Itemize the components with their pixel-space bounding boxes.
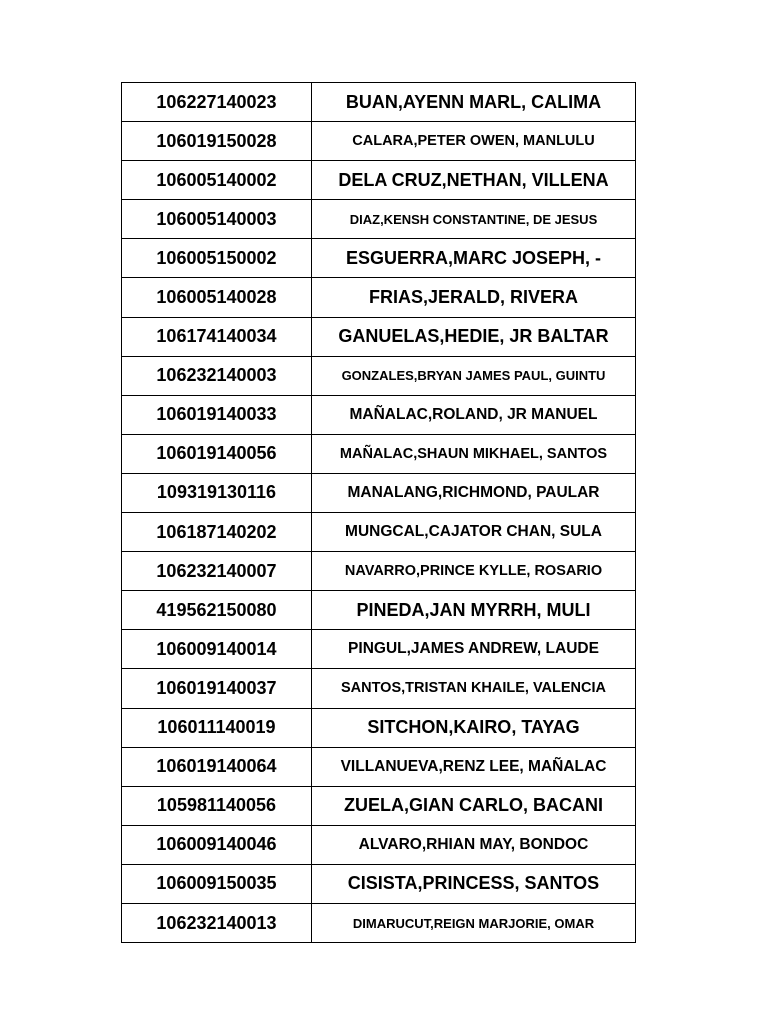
- table-row: [122, 317, 636, 356]
- table-row: [122, 513, 636, 552]
- student-name-cell: MAÑALAC,SHAUN MIKHAEL, SANTOS: [312, 434, 636, 473]
- student-id-cell: 106005140003: [122, 200, 312, 239]
- student-name-cell: ESGUERRA,MARC JOSEPH, -: [312, 239, 636, 278]
- student-id-cell: 106019140056: [122, 434, 312, 473]
- table-row: [122, 356, 636, 395]
- table-row: [122, 591, 636, 630]
- table-row: [122, 200, 636, 239]
- student-name-cell: SANTOS,TRISTAN KHAILE, VALENCIA: [312, 669, 636, 708]
- student-id-cell: 106174140034: [122, 317, 312, 356]
- table-row: [122, 473, 636, 512]
- student-name-cell: ALVARO,RHIAN MAY, BONDOC: [312, 825, 636, 864]
- table-row: [122, 395, 636, 434]
- student-id-cell: 106019140033: [122, 395, 312, 434]
- table-row: [122, 747, 636, 786]
- student-name-cell: BUAN,AYENN MARL, CALIMA: [312, 83, 636, 122]
- table-row: [122, 122, 636, 161]
- table-row: [122, 239, 636, 278]
- student-id-cell: 106019140037: [122, 669, 312, 708]
- table-row: [122, 161, 636, 200]
- table-row: [122, 864, 636, 903]
- student-id-cell: 106232140013: [122, 903, 312, 942]
- student-name-cell: ZUELA,GIAN CARLO, BACANI: [312, 786, 636, 825]
- student-id-cell: 106011140019: [122, 708, 312, 747]
- student-id-cell: 106227140023: [122, 83, 312, 122]
- student-id-cell: 106005150002: [122, 239, 312, 278]
- student-id-cell: 109319130116: [122, 473, 312, 512]
- table-row: [122, 552, 636, 591]
- student-name-cell: PINEDA,JAN MYRRH, MULI: [312, 591, 636, 630]
- table-row: [122, 630, 636, 669]
- student-name-cell: MANALANG,RICHMOND, PAULAR: [312, 473, 636, 512]
- student-name-cell: VILLANUEVA,RENZ LEE, MAÑALAC: [312, 747, 636, 786]
- student-name-cell: MAÑALAC,ROLAND, JR MANUEL: [312, 395, 636, 434]
- student-name-cell: CISISTA,PRINCESS, SANTOS: [312, 864, 636, 903]
- student-id-cell: 106232140003: [122, 356, 312, 395]
- table-row: [122, 708, 636, 747]
- student-name-cell: GANUELAS,HEDIE, JR BALTAR: [312, 317, 636, 356]
- table-row: [122, 825, 636, 864]
- student-id-cell: 106019150028: [122, 122, 312, 161]
- student-id-cell: 106009140014: [122, 630, 312, 669]
- student-name-cell: SITCHON,KAIRO, TAYAG: [312, 708, 636, 747]
- table-row: [122, 903, 636, 942]
- student-name-cell: FRIAS,JERALD, RIVERA: [312, 278, 636, 317]
- student-id-cell: 106009150035: [122, 864, 312, 903]
- table-row: [122, 83, 636, 122]
- student-list-body: [122, 83, 636, 943]
- student-id-cell: 105981140056: [122, 786, 312, 825]
- table-row: [122, 669, 636, 708]
- table-row: [122, 434, 636, 473]
- student-id-cell: 106232140007: [122, 552, 312, 591]
- table-row: [122, 786, 636, 825]
- student-id-cell: 106009140046: [122, 825, 312, 864]
- student-name-cell: DELA CRUZ,NETHAN, VILLENA: [312, 161, 636, 200]
- table-row: [122, 278, 636, 317]
- student-name-cell: PINGUL,JAMES ANDREW, LAUDE: [312, 630, 636, 669]
- student-id-cell: 419562150080: [122, 591, 312, 630]
- student-name-cell: DIMARUCUT,REIGN MARJORIE, OMAR: [312, 903, 636, 942]
- student-id-cell: 106019140064: [122, 747, 312, 786]
- student-list-table: [121, 82, 636, 943]
- student-name-cell: NAVARRO,PRINCE KYLLE, ROSARIO: [312, 552, 636, 591]
- student-name-cell: DIAZ,KENSH CONSTANTINE, DE JESUS: [312, 200, 636, 239]
- student-name-cell: GONZALES,BRYAN JAMES PAUL, GUINTU: [312, 356, 636, 395]
- student-id-cell: 106005140028: [122, 278, 312, 317]
- student-name-cell: MUNGCAL,CAJATOR CHAN, SULA: [312, 513, 636, 552]
- student-name-cell: CALARA,PETER OWEN, MANLULU: [312, 122, 636, 161]
- student-id-cell: 106005140002: [122, 161, 312, 200]
- student-id-cell: 106187140202: [122, 513, 312, 552]
